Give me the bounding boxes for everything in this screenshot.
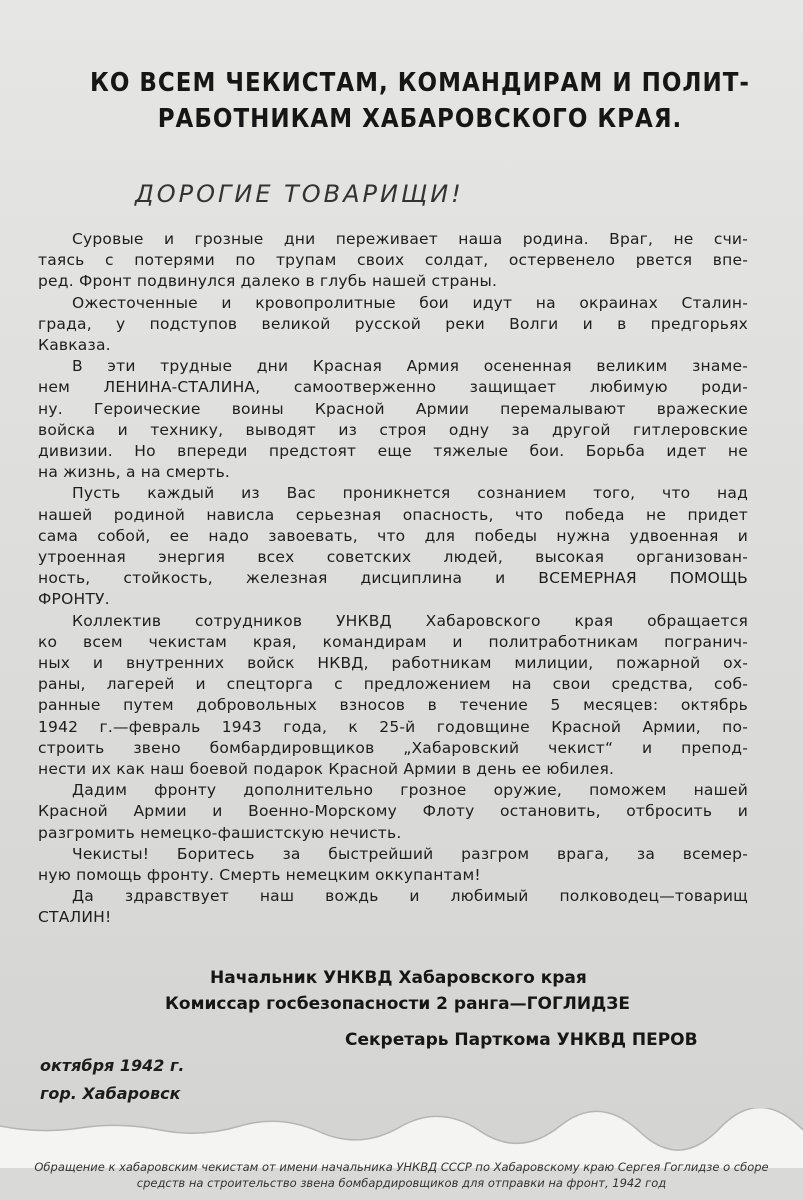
body-line: Красной Армии и Военно-Морскому Флоту остановить, отбросить и	[38, 802, 748, 821]
body-line: ФРОНТУ.	[38, 590, 110, 609]
document-city: гор. Хабаровск	[40, 1084, 181, 1103]
body-line: таясь с потерями по трупам своих солдат, остервенело рвется впе-	[38, 251, 748, 270]
heading-line-2: РАБОТНИКАМ ХАБАРОВСКОГО КРАЯ.	[157, 104, 683, 134]
body-line: сама собой, ее надо завоевать, что для победы нужна удвоенная и	[38, 526, 748, 545]
caption-line-1: Обращение к хабаровским чекистам от имени начальника УНКВД СССР по Хабаровскому краю Сергея Гоглидзе о сборе	[34, 1160, 769, 1174]
signature-line-1: Начальник УНКВД Хабаровского края	[210, 968, 587, 988]
body-line: Коллектив сотрудников УНКВД Хабаровского края обращается	[72, 611, 748, 630]
body-line: Дадим фронту дополнительно грозное оружие, поможем нашей	[72, 781, 748, 800]
body-line: утроенная энергия всех советских людей, высокая организован-	[38, 548, 748, 566]
document-date: октября 1942 г.	[40, 1056, 185, 1075]
body-line: ных и внутренних войск НКВД, работникам милиции, пожарной ох-	[38, 654, 748, 672]
signature-line-3: Секретарь Парткома УНКВД ПЕРОВ	[345, 1030, 698, 1050]
body-line: нести их как наш боевой подарок Красной Армии в день ее юбилея.	[38, 760, 615, 778]
body-line: ко всем чекистам края, командирам и политработникам погранич-	[38, 632, 748, 651]
body-line: Кавказа.	[38, 336, 111, 354]
signature-line-2: Комиссар госбезопасности 2 ранга—ГОГЛИДЗЕ	[165, 994, 630, 1014]
body-line: нашей родиной нависла серьезная опасность, что победа не придет	[38, 505, 748, 524]
heading-line-1: КО ВСЕМ ЧЕКИСТАМ, КОМАНДИРАМ И ПОЛИТ-	[90, 68, 750, 98]
salutation: ДОРОГИЕ ТОВАРИЩИ!	[135, 180, 464, 208]
body-line: дивизии. Но впереди предстоят еще тяжелые бои. Борьба идет не	[38, 442, 748, 460]
body-line: разгромить немецко-фашистскую нечисть.	[38, 823, 402, 842]
body-line: строить звено бомбардировщиков „Хабаровский чекист“ и препод-	[38, 738, 748, 757]
body-line: Ожесточенные и кровопролитные бои идут на окраинах Сталин-	[72, 293, 748, 312]
body-line: 1942 г.—февраль 1943 года, к 25-й годовщине Красной Армии, по-	[38, 717, 748, 736]
body-line: ранные путем добровольных взносов в течение 5 месяцев: октябрь	[38, 696, 748, 715]
torn-paper-edge	[0, 1108, 803, 1168]
body-line: ну. Героические воины Красной Армии перемалывают вражеские	[38, 399, 748, 418]
body-line: на жизнь, а на смерть.	[38, 463, 231, 482]
body-line: нем ЛЕНИНА-СТАЛИНА, самоотверженно защищает любимую роди-	[38, 378, 748, 397]
body-line: Да здравствует наш вождь и любимый полководец—товарищ	[72, 887, 748, 906]
body-line: ность, стойкость, железная дисциплина и ВСЕМЕРНАЯ ПОМОЩЬ	[38, 569, 748, 588]
body-line: града, у подступов великой русской реки Волги и в предгорьях	[38, 314, 748, 333]
body-line: В эти трудные дни Красная Армия осененная великим знаме-	[72, 357, 748, 376]
body-line: ную помощь фронту. Смерть немецким оккупантам!	[38, 866, 481, 884]
caption-line-2: средств на строительство звена бомбардировщиков для отправки на фронт, 1942 год	[136, 1176, 667, 1190]
body-line: войска и технику, выводят из строя одну за другой гитлеровские	[38, 420, 748, 439]
body-line: ред. Фронт подвинулся далеко в глубь нашей страны.	[38, 272, 498, 291]
body-line: Суровые и грозные дни переживает наша родина. Враг, не счи-	[72, 230, 748, 248]
body-line: раны, лагерей и спецторга с предложением на свои средства, соб-	[38, 675, 748, 694]
body-line: Чекисты! Боритесь за быстрейший разгром врага, за всемер-	[72, 844, 748, 863]
body-line: СТАЛИН!	[38, 908, 112, 927]
body-line: Пусть каждый из Вас проникнется сознанием того, что над	[72, 484, 748, 503]
